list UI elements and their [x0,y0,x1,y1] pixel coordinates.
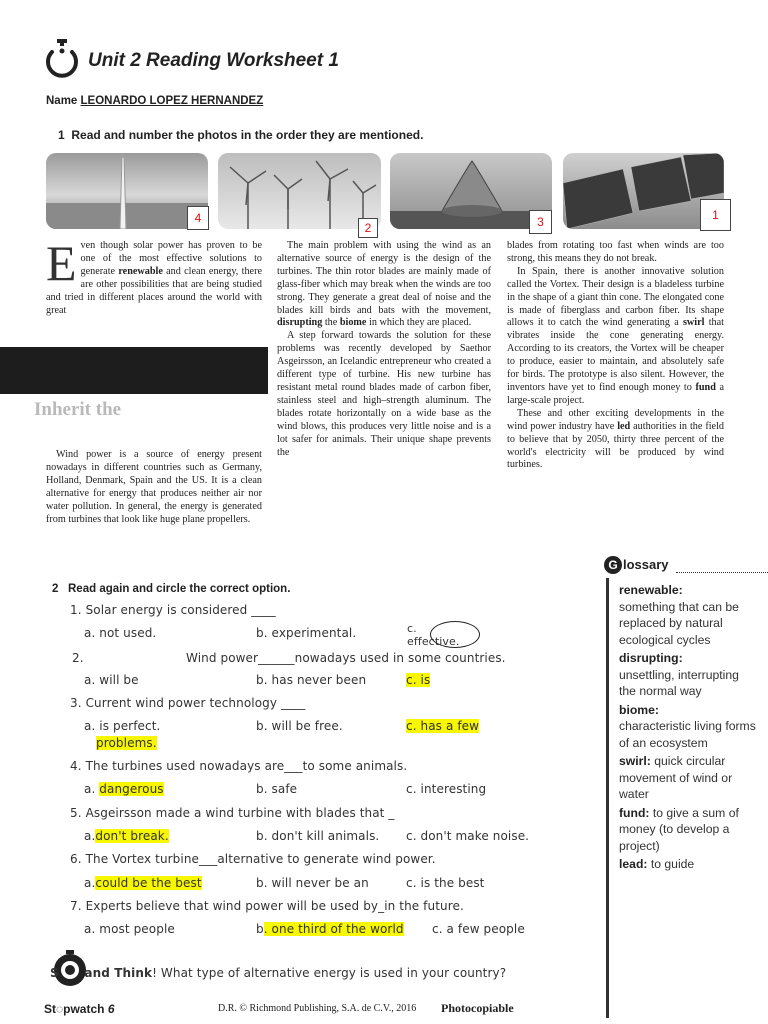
photo-4-answer-box[interactable]: 1 [700,199,731,231]
photo-wind-turbines [218,153,381,229]
glossary-entry: lead: to guide [619,857,695,871]
glossary-entry: swirl: quick circular movement of wind or water [619,754,733,801]
name-label: Name [46,95,78,107]
glossary-heading-rule [676,572,768,573]
item-1-option-a[interactable]: a. not used. [84,626,157,640]
question-2-item-6: 6. The Vortex turbine___alternative to generate wind power. [70,852,436,866]
question-1-text: Read and number the photos in the order they are mentioned. [71,128,424,142]
glossary-entry: disrupting: unsettling, interrupting the normal way [619,651,739,698]
question-2-text: Read again and circle the correct option. [68,583,291,595]
item-3-option-b[interactable]: b. will be free. [256,719,343,733]
question-2-item-3: 3. Current wind power technology ____ [70,696,306,710]
glossary-entry: renewable: something that can be replaced by natural ecological cycles [619,583,739,647]
stop-and-think-prompt: S and Think! What type of alternative energy is used in your country? [50,966,507,980]
photo-asgeirsson-turbine [390,153,552,229]
question-1-heading [58,128,423,142]
item-4-option-a[interactable]: a. dangerous [84,782,164,796]
article-heading-fragment: Inherit the [34,399,122,420]
question-2-heading [52,583,290,595]
item-2-option-a[interactable]: a. will be [84,673,139,687]
redaction-bar [0,347,268,394]
item-3-option-c-continued[interactable]: problems. [96,736,157,750]
glossary-heading: G lossary [604,556,669,574]
name-value: LEONARDO LOPEZ HERNANDEZ [80,95,264,107]
item-2-option-b[interactable]: b. has never been [256,673,367,687]
item-6-option-b[interactable]: b. will never be an [256,876,369,890]
footer-logo: St◌pwatch 6 [44,1002,115,1016]
item-7-option-c[interactable]: c. a few people [432,922,525,936]
question-2-item-2-number: 2. [72,651,84,665]
item-4-option-b[interactable]: b. safe [256,782,298,796]
footer-photocopiable: Photocopiable [441,1001,514,1015]
drop-cap: E [46,240,77,291]
item-3-option-c[interactable]: c. has a few [406,719,480,733]
item-7-option-b[interactable]: b. one third of the world [256,922,404,936]
question-2-item-7: 7. Experts believe that wind power will be used by_in the future. [70,899,464,913]
item-4-option-c[interactable]: c. interesting [406,782,487,796]
question-2-item-2: Wind power______nowadays used in some countries. [186,651,506,665]
item-2-option-c[interactable]: c. is [406,673,431,687]
item-5-option-b[interactable]: b. don't kill animals. [256,829,380,843]
question-1-number: 1 [58,128,65,142]
question-2-number: 2 [52,583,59,595]
stopwatch-icon [44,38,80,78]
glossary-entry: fund: to give a sum of money (to develop a project) [619,805,739,853]
question-2-item-5: 5. Asgeirsson made a wind turbine with blades that _ [70,806,395,820]
name-line [46,95,263,107]
glossary-entries [619,582,759,873]
question-2-item-1: 1. Solar energy is considered ____ [70,603,276,617]
stop-and-think-label: S and Think [50,966,153,980]
item-6-option-a[interactable]: a.could be the best [84,876,202,890]
question-2-item-4: 4. The turbines used nowadays are___to some animals. [70,759,408,773]
item-3-option-a[interactable]: a. is perfect. [84,719,161,733]
glossary-entry: biome: characteristic living forms of an ecosystem [619,702,756,750]
article-column-3: blades from rotating too fast when winds are too strong, this means they do not break. In Spain, there is another innovative solution called the Vortex. Their design is a bladeless turbine in the shape of a giant thin cone. The elongated cone is made of fiberglass and carbon fiber. Its shape allows it to catch the wind generating a swirl that vibrates inside the cone generating energy. According to its creators, the Vortex will be cheaper to produce, easier to maintain, and absolutely safe for birds. The prototype is also silent. However, the inventors have yet to find enough money to fund a large-scale project. These and other exciting developments in the wind power industry have led authorities in the field to believe that by 2050, thirty three percent of the world's electricity will be produced by wind turbines. [507,240,724,471]
footer-copyright: D.R. © Richmond Publishing, S.A. de C.V., 2016 [218,1003,417,1014]
glossary-divider [606,578,609,1018]
photo-bladeless-vortex [46,153,208,229]
photo-2-answer-box[interactable]: 2 [358,218,378,238]
answer-circle [430,621,480,648]
photo-3-answer-box[interactable]: 3 [529,210,552,234]
item-1-option-c[interactable]: c. effective. [407,622,460,648]
item-7-option-a[interactable]: a. most people [84,922,175,936]
item-1-option-b[interactable]: b. experimental. [256,626,357,640]
item-5-option-c[interactable]: c. don't make noise. [406,829,530,843]
photo-1-answer-box[interactable]: 4 [187,206,209,230]
page-title: Unit 2 Reading Worksheet 1 [88,50,339,71]
article-column-1-top: Even though solar power has proven to be one of the most effective solutions to generate renewable and clean energy, there are other possibilities that are being studied and tried in different places around the world with great [46,240,262,316]
footer-page-number: 6 [107,1002,115,1016]
article-column-1-bottom: Wind power is a source of energy present nowadays in different countries such as Germany, Holland, Denmark, Spain and the US. It is a clean alternative for energy that produces neither air nor water pollution. In general, the energy is generated from turbines that look like huge plane propellers. [46,449,262,525]
glossary-g-icon: G [604,556,622,574]
article-column-2: The main problem with using the wind as an alternative source of energy is the design of the turbines. The thin rotor blades are mainly made of glass-fiber which may break when the winds are too strong. They generate a great deal of noise and the blades kill birds and bats with the movement, disrupting the biome in which they are placed. A step forward towards the solution for these problems was recently developed by Saethor Asgeirsson, an Icelandic entrepreneur who created a different type of turbine. His new turbine has resistant metal round blades made of carbon fiber, stainless steel and high–strength aluminum. The blades rotate horizontally on a wide base as the wind blows, this produces very little noise and is a lot safer for animals. Their unique shape prevents the [277,240,491,458]
item-6-option-c[interactable]: c. is the best [406,876,485,890]
item-5-option-a[interactable]: a.don't break. [84,829,169,843]
